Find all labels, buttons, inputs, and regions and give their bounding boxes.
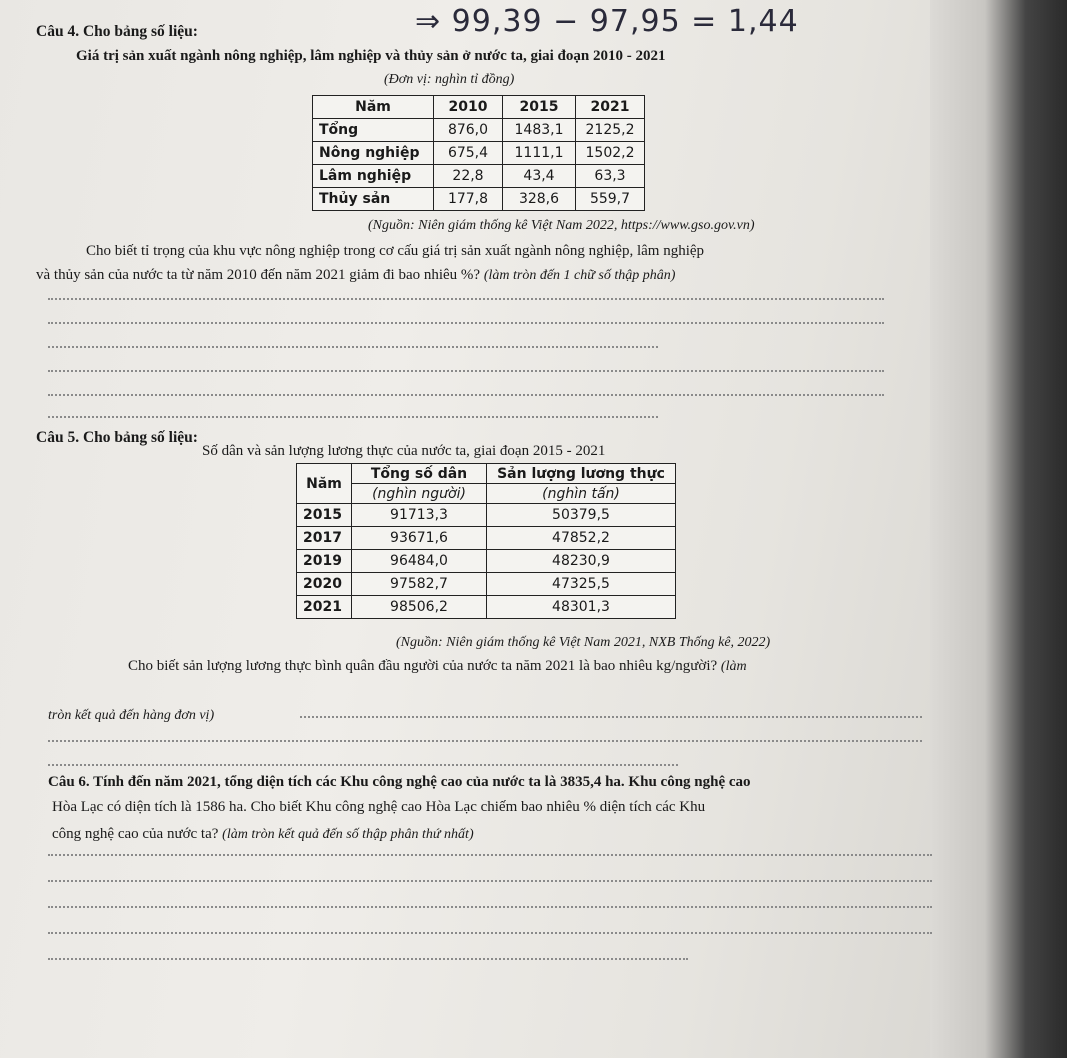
background-edge [930,0,1067,1058]
table-cell: 675,4 [434,142,503,165]
answer-line[interactable] [48,416,658,418]
table-row [297,504,676,527]
answer-line[interactable] [48,740,922,742]
table-header-cell: 2021 [576,96,645,119]
table-row [297,573,676,596]
q6-line2: Hòa Lạc có diện tích là 1586 ha. Cho biết Khu công nghệ cao Hòa Lạc chiếm bao nhiêu % diện tích các Khu [52,799,706,815]
table-cell: 97582,7 [352,573,487,596]
table-cell: 48301,3 [487,596,676,619]
q5-question-note2: tròn kết quả đến hàng đơn vị) [48,708,215,723]
table-cell: 2020 [297,573,352,596]
q4-question-line2 [36,265,675,286]
table-header-cell: Sản lượng lương thực [487,464,676,484]
table-cell: Tổng [313,119,434,142]
table-cell: 63,3 [576,165,645,188]
table-cell: 47325,5 [487,573,676,596]
answer-line[interactable] [48,932,932,934]
q4-unit: (Đơn vị: nghìn tỉ đồng) [384,72,515,87]
table-cell: 47852,2 [487,527,676,550]
table-header-cell: (nghìn người) [352,484,487,504]
table-header-cell: Năm [313,96,434,119]
table-header-cell: (nghìn tấn) [487,484,676,504]
table-cell: Lâm nghiệp [313,165,434,188]
answer-line[interactable] [48,394,884,396]
answer-line[interactable] [48,370,884,372]
q4-table-title: Giá trị sản xuất ngành nông nghiệp, lâm nghiệp và thủy sản ở nước ta, giai đoạn 2010 - 2021 [76,48,666,64]
table-row [297,464,676,484]
answer-line[interactable] [48,764,678,766]
table-row [297,596,676,619]
table-cell: 2019 [297,550,352,573]
q6-line3 [52,824,474,845]
q6-line1 [48,772,751,792]
answer-line[interactable] [300,716,922,718]
q6-text: Câu 6. Tính đến năm 2021, tổng diện tích các Khu công nghệ cao của nước ta là 3835,4 ha. Khu công nghệ cao [48,774,751,790]
table-cell: 43,4 [503,165,576,188]
q4-table [312,95,645,211]
table-cell: 93671,6 [352,527,487,550]
table-cell: 2017 [297,527,352,550]
answer-line[interactable] [48,880,932,882]
table-cell: 48230,9 [487,550,676,573]
q6-question-text: công nghệ cao của nước ta? [52,826,219,842]
answer-line[interactable] [48,906,932,908]
q4-question-text: và thủy sản của nước ta từ năm 2010 đến năm 2021 giảm đi bao nhiêu %? [36,267,481,283]
table-header-cell: 2010 [434,96,503,119]
answer-line[interactable] [48,958,688,960]
q5-question-line1 [128,656,747,677]
table-cell: 1502,2 [576,142,645,165]
table-row [313,188,645,211]
table-cell: 91713,3 [352,504,487,527]
table-cell: 177,8 [434,188,503,211]
q6-question-note: (làm tròn kết quả đến số thập phân thứ nhất) [222,827,474,842]
table-cell: 2015 [297,504,352,527]
table-header-cell: Tổng số dân [352,464,487,484]
q5-table [296,463,676,619]
table-cell: 50379,5 [487,504,676,527]
table-cell: 96484,0 [352,550,487,573]
q5-heading: Câu 5. Cho bảng số liệu: [36,429,198,446]
table-cell: 1111,1 [503,142,576,165]
table-cell: 2021 [297,596,352,619]
table-cell: 559,7 [576,188,645,211]
q5-question-note: (làm [720,659,747,674]
table-row [313,119,645,142]
table-row [297,550,676,573]
answer-line[interactable] [48,322,884,324]
table-row [313,96,645,119]
q4-heading: Câu 4. Cho bảng số liệu: [36,23,198,40]
table-cell: 98506,2 [352,596,487,619]
table-cell: 876,0 [434,119,503,142]
q4-question-note: (làm tròn đến 1 chữ số thập phân) [483,268,676,283]
table-row [297,484,676,504]
q5-table-title: Số dân và sản lượng lương thực của nước ta, giai đoạn 2015 - 2021 [202,443,606,459]
answer-line[interactable] [48,854,932,856]
table-cell: Nông nghiệp [313,142,434,165]
table-header-cell: Năm [297,464,352,504]
answer-line[interactable] [48,346,658,348]
table-cell: 328,6 [503,188,576,211]
answer-line[interactable] [48,298,884,300]
table-header-cell: 2015 [503,96,576,119]
q4-source: (Nguồn: Niên giám thống kê Việt Nam 2022, https://www.gso.gov.vn) [368,218,755,233]
table-cell: 2125,2 [576,119,645,142]
q4-question-line1: Cho biết tỉ trọng của khu vực nông nghiệp trong cơ cấu giá trị sản xuất ngành nông nghiệp, lâm nghiệp [86,243,705,259]
table-cell: Thủy sản [313,188,434,211]
handwritten-note: ⇒ 99,39 − 97,95 = 1,44 [415,4,799,39]
table-cell: 1483,1 [503,119,576,142]
table-row [313,142,645,165]
q5-question-text: Cho biết sản lượng lương thực bình quân đầu người của nước ta năm 2021 là bao nhiêu kg/người? [128,658,718,674]
table-cell: 22,8 [434,165,503,188]
q5-source: (Nguồn: Niên giám thống kê Việt Nam 2021, NXB Thống kê, 2022) [396,635,771,650]
table-row [297,527,676,550]
table-row [313,165,645,188]
